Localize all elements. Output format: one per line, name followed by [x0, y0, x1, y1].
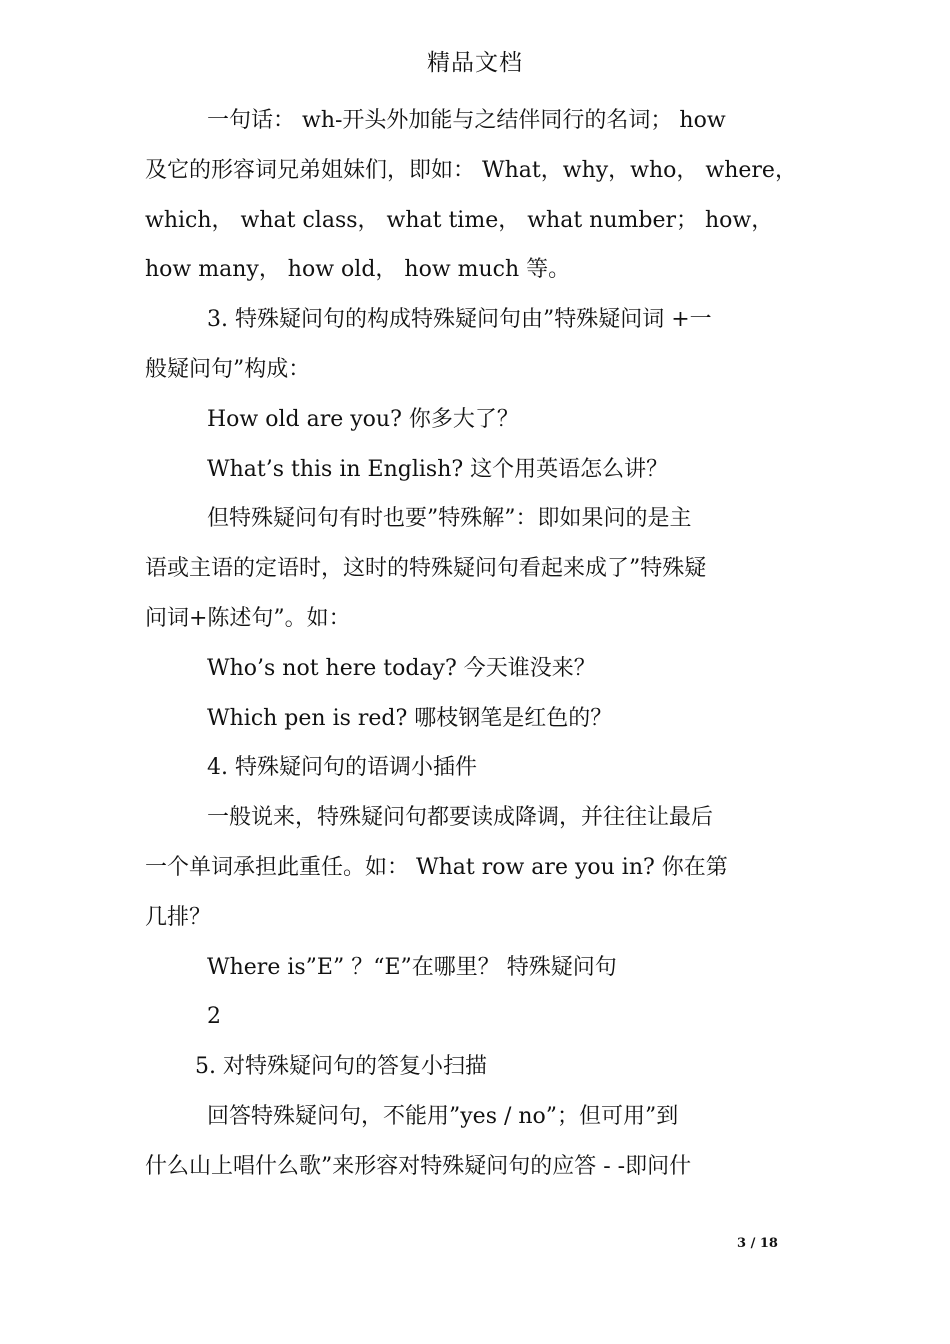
- text-line: 问词+陈述句”。如：: [145, 605, 351, 631]
- document-body: [145, 96, 807, 1192]
- text-line: 般疑问句”构成：: [145, 356, 311, 382]
- text-line: 及它的形容词兄弟姐妹们，即如： What，why，who， where，: [145, 157, 797, 183]
- example-sentence: Where is”E” ？“E”在哪里？ 特殊疑问句: [207, 954, 617, 980]
- text-line: which， what class， what time， what number； how，: [145, 207, 774, 233]
- text-line: 什么山上唱什么歌”来形容对特殊疑问句的应答 - -即问什: [145, 1153, 692, 1179]
- example-sentence: Which pen is red? 哪枝钢笔是红色的？: [207, 705, 613, 731]
- text-line: 但特殊疑问句有时也要”特殊解”：即如果问的是主: [207, 506, 692, 532]
- text-line: how many， how old， how much 等。: [145, 257, 571, 283]
- page-header-title: 精品文档: [427, 50, 523, 76]
- text-line: 回答特殊疑问句，不能用”yes / no”；但可用”到: [207, 1103, 679, 1129]
- section-heading-3: 3. 特殊疑问句的构成特殊疑问句由”特殊疑问词 +一: [207, 307, 712, 333]
- text-line: 语或主语的定语时，这时的特殊疑问句看起来成了”特殊疑: [145, 556, 707, 582]
- text-line: 一般说来，特殊疑问句都要读成降调，并往往让最后: [207, 805, 714, 831]
- section-heading-4: 4. 特殊疑问句的语调小插件: [207, 755, 477, 781]
- page-number: 3 / 18: [737, 1236, 778, 1251]
- text-line: 一句话： wh-开头外加能与之结伴同行的名词； how: [207, 108, 726, 133]
- text-line: 一个单词承担此重任。如： What row are you in? 你在第: [145, 854, 728, 880]
- section-heading-5: 5. 对特殊疑问句的答复小扫描: [195, 1054, 487, 1080]
- text-line: 几排？: [145, 904, 212, 930]
- text-line: 2: [207, 1004, 221, 1030]
- example-sentence: How old are you? 你多大了？: [207, 406, 519, 432]
- example-sentence: What’s this in English? 这个用英语怎么讲？: [207, 456, 669, 482]
- example-sentence: Who’s not here today? 今天谁没来？: [207, 655, 596, 681]
